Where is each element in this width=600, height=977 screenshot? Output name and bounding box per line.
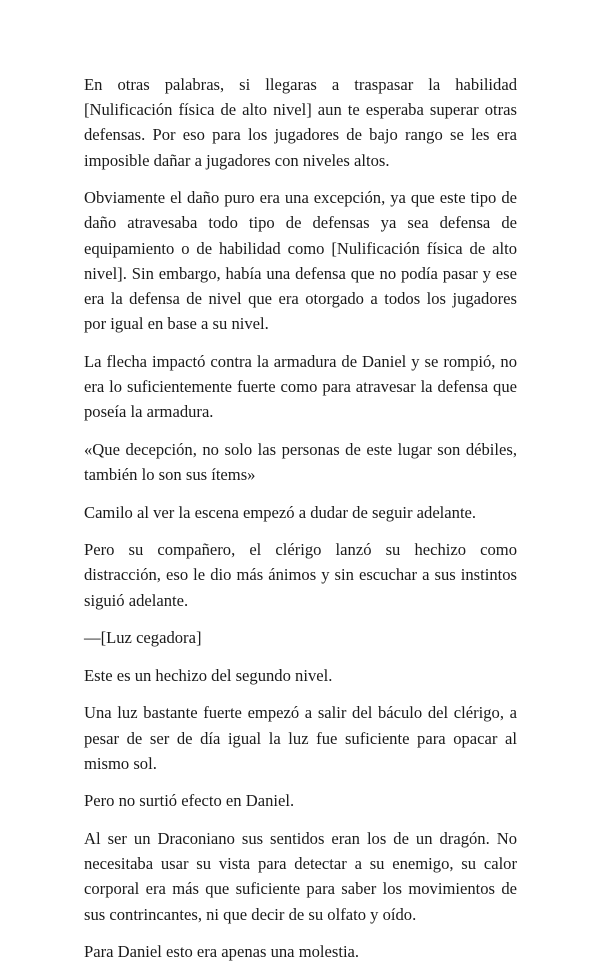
paragraph: Para Daniel esto era apenas una molestia. xyxy=(84,942,360,962)
paragraph: Pero no surtió efecto en Daniel. xyxy=(84,791,295,811)
paragraph: La flecha impactó contra la armadura de Daniel y se rompió, no era lo suficientemente fuerte como para atravesar la defensa que poseía la armadura. xyxy=(84,351,517,422)
paragraph: Camilo al ver la escena empezó a dudar de seguir adelante. xyxy=(84,502,477,522)
document-page xyxy=(84,72,517,977)
paragraph: Al ser un Draconiano sus sentidos eran los de un dragón. No necesitaba usar su vista para detectar a su enemigo, su calor corporal era más que suficiente para saber los movimientos de sus contrincantes, ni que decir de su olfato y oído. xyxy=(84,828,517,924)
paragraph: «Que decepción, no solo las personas de este lugar son débiles, también lo son sus ítems» xyxy=(84,439,517,485)
paragraph: Obviamente el daño puro era una excepción, ya que este tipo de daño atravesaba todo tipo de defensas ya sea defensa de equipamiento o de habilidad como [Nulificación física de alto nivel]. Sin embargo, había una defensa que no podía pasar y ese era la defensa de nivel que era otorgado a todos los jugadores por igual en base a su nivel. xyxy=(84,188,517,334)
paragraph: Este es un hechizo del segundo nivel. xyxy=(84,665,333,685)
paragraph: —[Luz cegadora] xyxy=(84,628,202,648)
paragraph: Pero su compañero, el clérigo lanzó su hechizo como distracción, eso le dio más ánimos y sin escuchar a sus instintos siguió adelante. xyxy=(84,540,517,610)
paragraph: En otras palabras, si llegaras a traspasar la habilidad [Nulificación física de alto nivel] aun te esperaba superar otras defensas. Por eso para los jugadores de bajo rango se les era imposible dañar a jugadores con niveles altos. xyxy=(84,75,517,170)
paragraph: Una luz bastante fuerte empezó a salir del báculo del clérigo, a pesar de ser de día igual la luz fue suficiente para opacar al mismo sol. xyxy=(84,703,517,773)
